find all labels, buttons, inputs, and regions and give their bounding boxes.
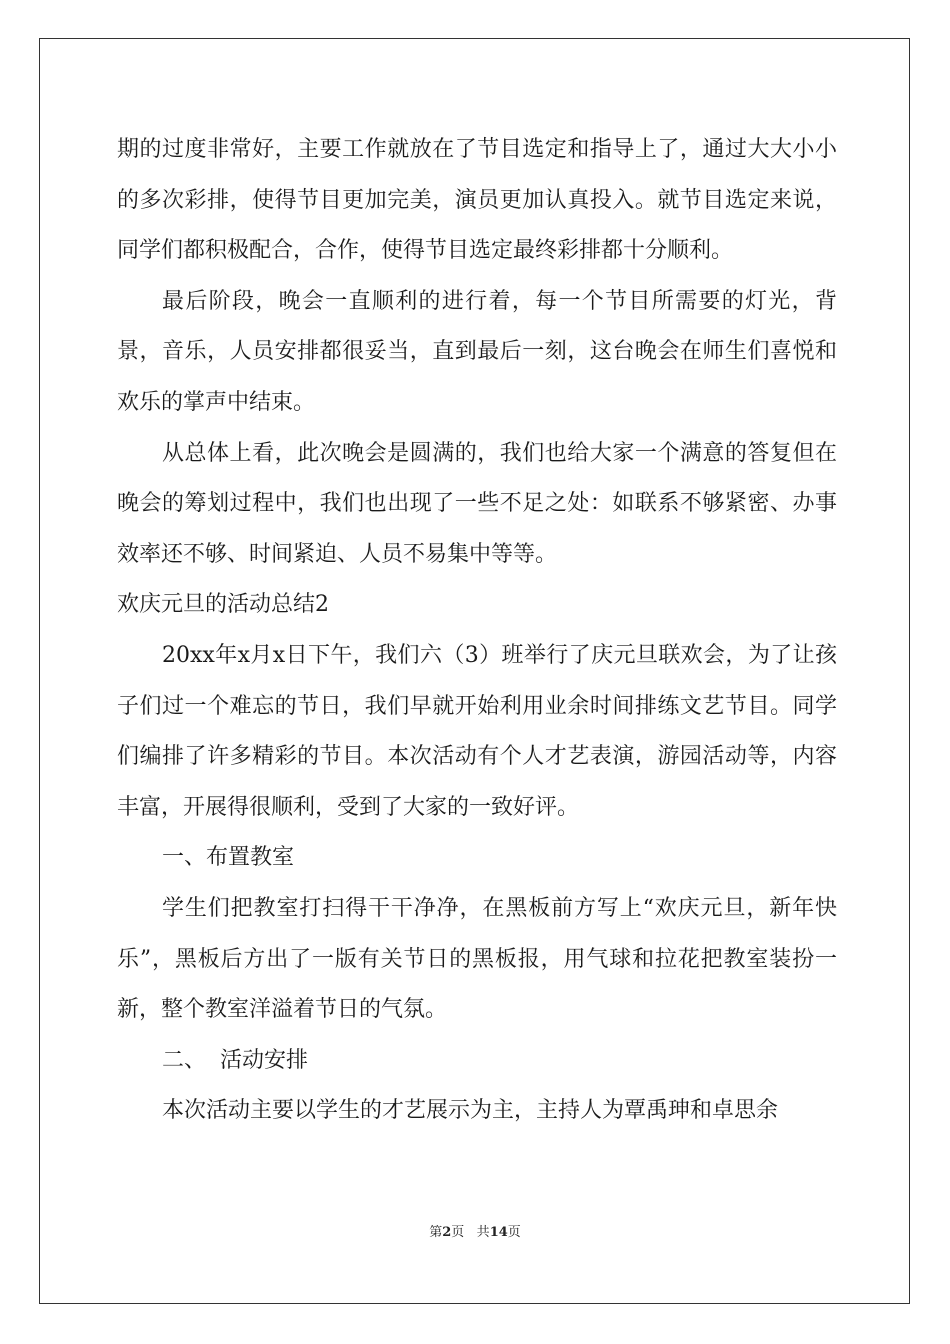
subheading: 二、 活动安排 — [162, 1047, 308, 1073]
paragraph: 从总体上看，此次晚会是圆满的，我们也给大家一个满意的答复但在晚会的筹划过程中，我们也出现了一些不足之处：如联系不够紧密、办事效率还不够、时间紧迫、人员不易集中等等。 — [117, 440, 837, 567]
page-footer — [0, 1221, 950, 1240]
paragraph: 最后阶段，晚会一直顺利的进行着，每一个节目所需要的灯光，背景，音乐，人员安排都很妥当，直到最后一刻，这台晚会在师生们喜悦和欢乐的掌声中结束。 — [117, 288, 837, 415]
subheading: 一、布置教室 — [162, 845, 295, 871]
section-title: 欢庆元旦的活动总结2 — [117, 592, 329, 618]
footer-total-suffix: 页 — [507, 1225, 521, 1240]
footer-page-number: 2 — [442, 1225, 452, 1240]
footer-total-pages: 14 — [489, 1225, 508, 1240]
footer-prefix: 第 — [429, 1225, 443, 1240]
document-body — [117, 125, 837, 1137]
paragraph: 期的过度非常好，主要工作就放在了节目选定和指导上了，通过大大小小的多次彩排，使得节目更加完美，演员更加认真投入。就节目选定来说，同学们都积极配合，合作，使得节目选定最终彩排都十分顺利。 — [117, 137, 837, 264]
paragraph: 学生们把教室打扫得干干净净，在黑板前方写上“欢庆元旦，新年快乐”，黑板后方出了一版有关节日的黑板报，用气球和拉花把教室装扮一新，整个教室洋溢着节日的气氛。 — [117, 895, 837, 1023]
paragraph: 20xx年x月x日下午，我们六（3）班举行了庆元旦联欢会，为了让孩子们过一个难忘的节日，我们早就开始利用业余时间排练文艺节目。同学们编排了许多精彩的节目。本次活动有个人才艺表演，游园活动等，内容丰富，开展得很顺利，受到了大家的一致好评。 — [117, 642, 837, 820]
paragraph: 本次活动主要以学生的才艺展示为主，主持人为覃禹珅和卓思余 — [162, 1098, 779, 1124]
footer-total-prefix: 共 — [476, 1225, 490, 1240]
footer-page-suffix: 页 — [451, 1225, 465, 1240]
